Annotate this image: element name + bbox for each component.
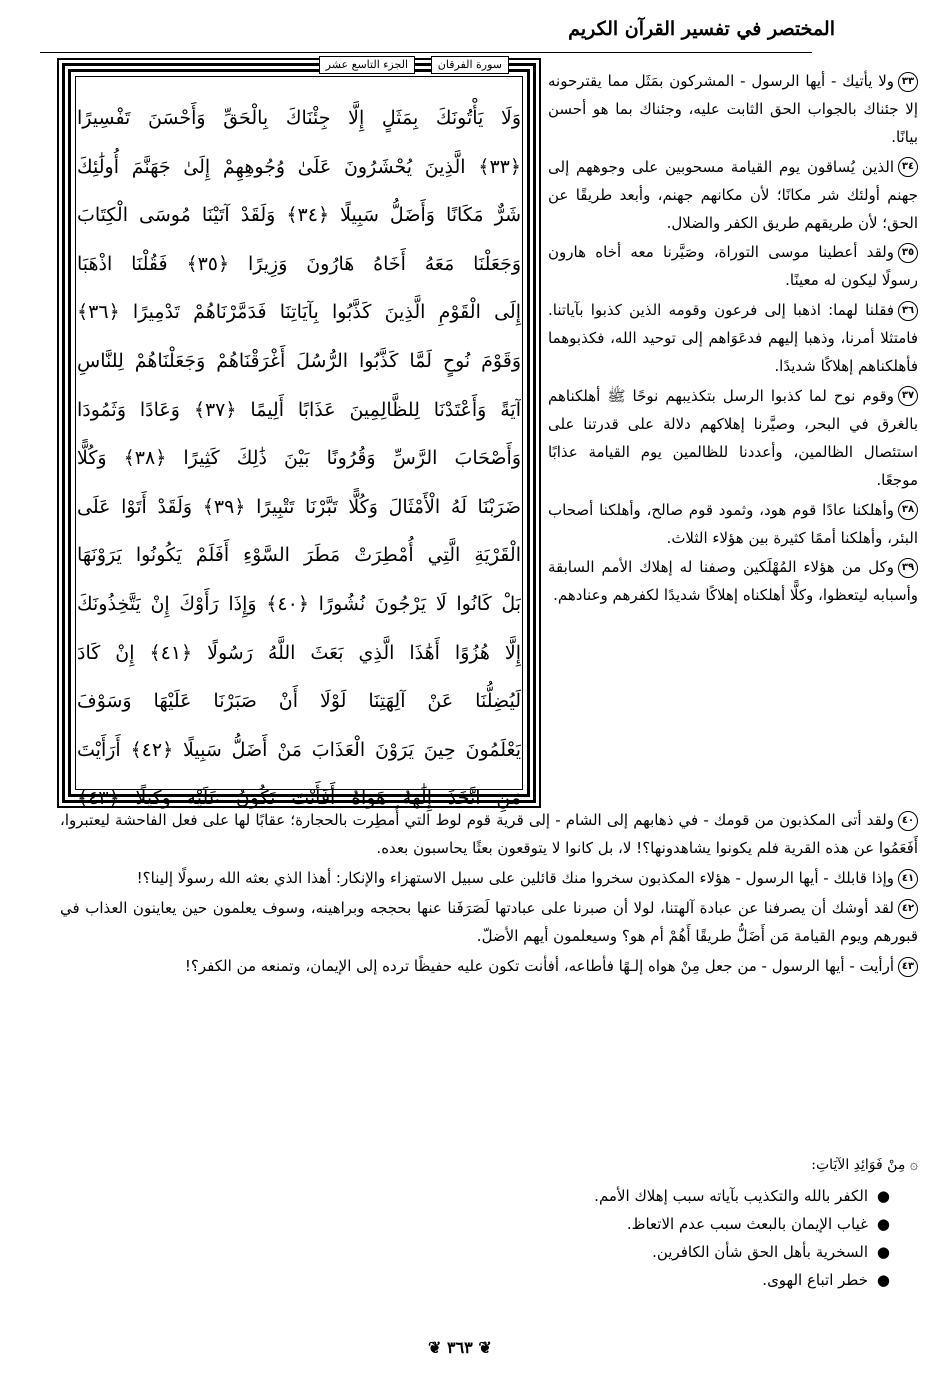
- benefits-section: [300, 1152, 918, 1294]
- verse-number-badge: ٤٣: [898, 957, 918, 977]
- tafsir-paragraph: [548, 154, 918, 238]
- tafsir-text: لقد أوشك أن يصرفنا عن عبادة آلهتنا، لولا أن صبرنا على عبادتها لَصَرَفَنا عنها بحججه وبراهينه، وسوف يعلمون حين يعاينون العذاب في قبورهم ويوم القيامة مَن أَضَلُّ طريقًا أَهُمْ أم هو؟ وسيعلمون أيهم الأضلّ.: [60, 899, 918, 945]
- quran-line: لَيُضِلُّنَا عَنْ آلِهَتِنَا لَوْلَا أَنْ صَبَرْنَا عَلَيْهَا وَسَوْفَ: [77, 690, 521, 713]
- quran-line: إِلَى الْقَوْمِ الَّذِينَ كَذَّبُوا بِآيَاتِنَا فَدَمَّرْنَاهُمْ تَدْمِيرًا ﴿٣٦﴾: [77, 301, 521, 324]
- verse-number-badge: ٤٠: [898, 811, 918, 831]
- benefit-text: خطر اتباع الهوى.: [762, 1271, 868, 1289]
- quran-line: الْقَرْيَةِ الَّتِي أُمْطِرَتْ مَطَرَ السَّوْءِ أَفَلَمْ يَكُونُوا يَرَوْنَهَا: [77, 544, 521, 567]
- list-item: [300, 1210, 890, 1238]
- ornament-right-icon: ❦: [472, 1338, 492, 1357]
- benefit-text: السخرية بأهل الحق شأن الكافرين.: [652, 1243, 868, 1261]
- quran-line: إِلَّا هُزُوًا أَهَٰذَا الَّذِي بَعَثَ اللَّهُ رَسُولًا ﴿٤١﴾ إِنْ كَادَ: [77, 641, 521, 664]
- bullet-icon: ●: [876, 1243, 890, 1261]
- surah-label: سورة الفرقان: [431, 56, 509, 74]
- verse-number-badge: ٣٤: [898, 157, 918, 177]
- benefits-list: [300, 1182, 890, 1294]
- tafsir-text: الذين يُساقون يوم القيامة مسحوبين على وجوههم إلى جهنم أولئك شر مكانًا؛ لأن مكانهم جهنم، وأبعد طريقًا عن الحق؛ لأن طريقهم طريق الكفر والضلال.: [548, 157, 918, 232]
- quran-line: وَأَصْحَابَ الرَّسِّ وَقُرُونًا بَيْنَ ذَٰلِكَ كَثِيرًا ﴿٣٨﴾ وَكُلًّا: [77, 447, 521, 470]
- verse-number-badge: ٣٧: [898, 386, 918, 406]
- tafsir-text: ولقد أعطينا موسى التوراة، وصَيَّرنا معه أخاه هارون رسولًا ليكون له معينًا.: [548, 243, 918, 290]
- tafsir-paragraph: [548, 239, 918, 295]
- tafsir-column: [548, 68, 918, 612]
- verse-number-badge: ٣٩: [898, 558, 918, 578]
- list-item: [300, 1182, 890, 1210]
- tafsir-text: وأهلكنا عادًا قوم هود، وثمود قوم صالح، وأهلكنا أصحاب البئر، وأهلكنا أممًا كثيرة بين هؤلاء الثلاث.: [548, 500, 918, 547]
- tafsir-paragraph: [548, 554, 918, 610]
- quran-text: [77, 94, 521, 823]
- quran-line: يَعْلَمُونَ حِينَ يَرَوْنَ الْعَذَابَ مَنْ أَضَلُّ سَبِيلًا ﴿٤٢﴾ أَرَأَيْتَ: [77, 738, 521, 761]
- tafsir-text: أرأيت - أيها الرسول - من جعل مِنْ هواه إلـهًا فأطاعه، أفأنت تكون عليه حفيظًا ترده إلى الإيمان، وتمنعه من الكفر؟!: [184, 957, 894, 975]
- quran-line: مَنِ اتَّخَذَ إِلَٰهَهُ هَوَاهُ أَفَأَنْتَ تَكُونُ عَلَيْهِ وَكِيلًا ﴿٤٣﴾: [77, 787, 521, 810]
- tafsir-paragraph: [548, 68, 918, 152]
- header-divider: [40, 52, 812, 53]
- bullet-icon: ●: [876, 1187, 890, 1205]
- tafsir-paragraph: [60, 894, 918, 950]
- quran-line: ضَرَبْنَا لَهُ الْأَمْثَالَ وَكُلًّا تَبَّرْنَا تَتْبِيرًا ﴿٣٩﴾ وَلَقَدْ أَتَوْا عَلَى: [77, 495, 521, 518]
- tafsir-text: ولقد أتى المكذبون من قومك - في ذهابهم إلى الشام - إلى قرية قوم لوط التي أُمطِرت بالحجارة؛ عقابًا لها على فعل الفاحشة ليعتبروا، أَفَعَمُوا عن هذه القرية فلم يكونوا يشاهدونها؟! لا، بل كانوا لا يتوقعون بعثًا يحاسبون بعده.: [60, 811, 918, 857]
- benefits-title-text: مِنْ فَوَائِدِ الآيَاتِ:: [811, 1157, 906, 1173]
- list-item: [300, 1266, 890, 1294]
- tafsir-full-width: [60, 806, 918, 982]
- verse-number-badge: ٣٦: [898, 301, 918, 321]
- book-title: المختصر في تفسير القرآن الكريم: [568, 18, 835, 40]
- list-item: [300, 1238, 890, 1266]
- page-number-text: ٣٦٣: [446, 1338, 473, 1357]
- quran-line: وَجَعَلْنَا مَعَهُ أَخَاهُ هَارُونَ وَزِيرًا ﴿٣٥﴾ فَقُلْنَا اذْهَبَا: [77, 252, 521, 275]
- page-number: [428, 1338, 492, 1357]
- quran-line: وَقَوْمَ نُوحٍ لَمَّا كَذَّبُوا الرُّسُلَ أَغْرَقْنَاهُمْ وَجَعَلْنَاهُمْ لِلنَّاسِ: [77, 349, 521, 372]
- tafsir-paragraph: [60, 806, 918, 862]
- quran-line: بَلْ كَانُوا لَا يَرْجُونَ نُشُورًا ﴿٤٠﴾ وَإِذَا رَأَوْكَ إِنْ يَتَّخِذُونَكَ: [77, 592, 521, 615]
- benefit-text: الكفر بالله والتكذيب بآياته سبب إهلاك الأمم.: [594, 1187, 868, 1205]
- sun-ornament-icon: ۞: [905, 1157, 918, 1173]
- tafsir-paragraph: [548, 497, 918, 553]
- quran-frame: [62, 58, 536, 810]
- juz-label: الجزء التاسع عشر: [319, 56, 415, 74]
- verse-number-badge: ٣٥: [898, 243, 918, 263]
- benefit-text: غياب الإيمان بالبعث سبب عدم الاتعاظ.: [626, 1215, 868, 1233]
- tafsir-paragraph: [60, 864, 918, 892]
- verse-number-badge: ٤١: [898, 869, 918, 889]
- tafsir-text: ولا يأتيك - أيها الرسول - المشركون بمَثَل مما يقترحونه إلا جئناك بالجواب الحق الثابت عليه، وجئناك بما هو أحسن بيانًا.: [548, 72, 918, 146]
- benefits-title: [300, 1152, 918, 1178]
- quran-line: آيَةً وَأَعْتَدْنَا لِلظَّالِمِينَ عَذَابًا أَلِيمًا ﴿٣٧﴾ وَعَادًا وَثَمُودَا: [77, 398, 521, 421]
- tafsir-text: وإذا قابلك - أيها الرسول - هؤلاء المكذبون سخروا منك قائلين على سبيل الاستهزاء والإنكار: أهذا الذي بعثه الله رسولًا إلينا؟!: [136, 869, 894, 887]
- verse-number-badge: ٤٢: [898, 899, 918, 919]
- ornament-left-icon: ❦: [428, 1338, 447, 1357]
- tafsir-text: وكل من هؤلاء المُهْلَكين وصفنا له إهلاك الأمم السابقة وأسبابه ليتعظوا، وكلًّا أهلكناه إهلاكًا شديدًا لكفرهم وعنادهم.: [548, 558, 918, 605]
- tafsir-text: فقلنا لهما: اذهبا إلى فرعون وقومه الذين كذبوا بآياتنا. فامتثلا أمرنا، وذهبا إليهم فدعَوَاهم إلى توحيد الله، فكذبوهما فأهلكناهم إهلاكًا شديدًا.: [548, 301, 918, 376]
- tafsir-paragraph: [60, 952, 918, 980]
- quran-line: ﴿٣٣﴾ الَّذِينَ يُحْشَرُونَ عَلَىٰ وُجُوهِهِمْ إِلَىٰ جَهَنَّمَ أُولَٰئِكَ: [77, 155, 521, 178]
- verse-number-badge: ٣٣: [898, 72, 918, 92]
- verse-number-badge: ٣٨: [898, 500, 918, 520]
- bullet-icon: ●: [876, 1271, 890, 1289]
- quran-line: شَرٌّ مَكَانًا وَأَضَلُّ سَبِيلًا ﴿٣٤﴾ وَلَقَدْ آتَيْنَا مُوسَى الْكِتَابَ: [77, 204, 521, 227]
- tafsir-paragraph: [548, 383, 918, 495]
- bullet-icon: ●: [876, 1215, 890, 1233]
- tafsir-paragraph: [548, 297, 918, 381]
- quran-line: وَلَا يَأْتُونَكَ بِمَثَلٍ إِلَّا جِئْنَاكَ بِالْحَقِّ وَأَحْسَنَ تَفْسِيرًا: [77, 107, 521, 129]
- tafsir-text: وقوم نوح لما كذبوا الرسل بتكذيبهم نوحًا ﷺ أهلكناهم بالغرق في البحر، وصيَّرنا إهلاكهم دلالة على قدرتنا على استئصال الظالمين، وأعددنا للظالمين يوم القيامة عذابًا موجعًا.: [548, 386, 918, 489]
